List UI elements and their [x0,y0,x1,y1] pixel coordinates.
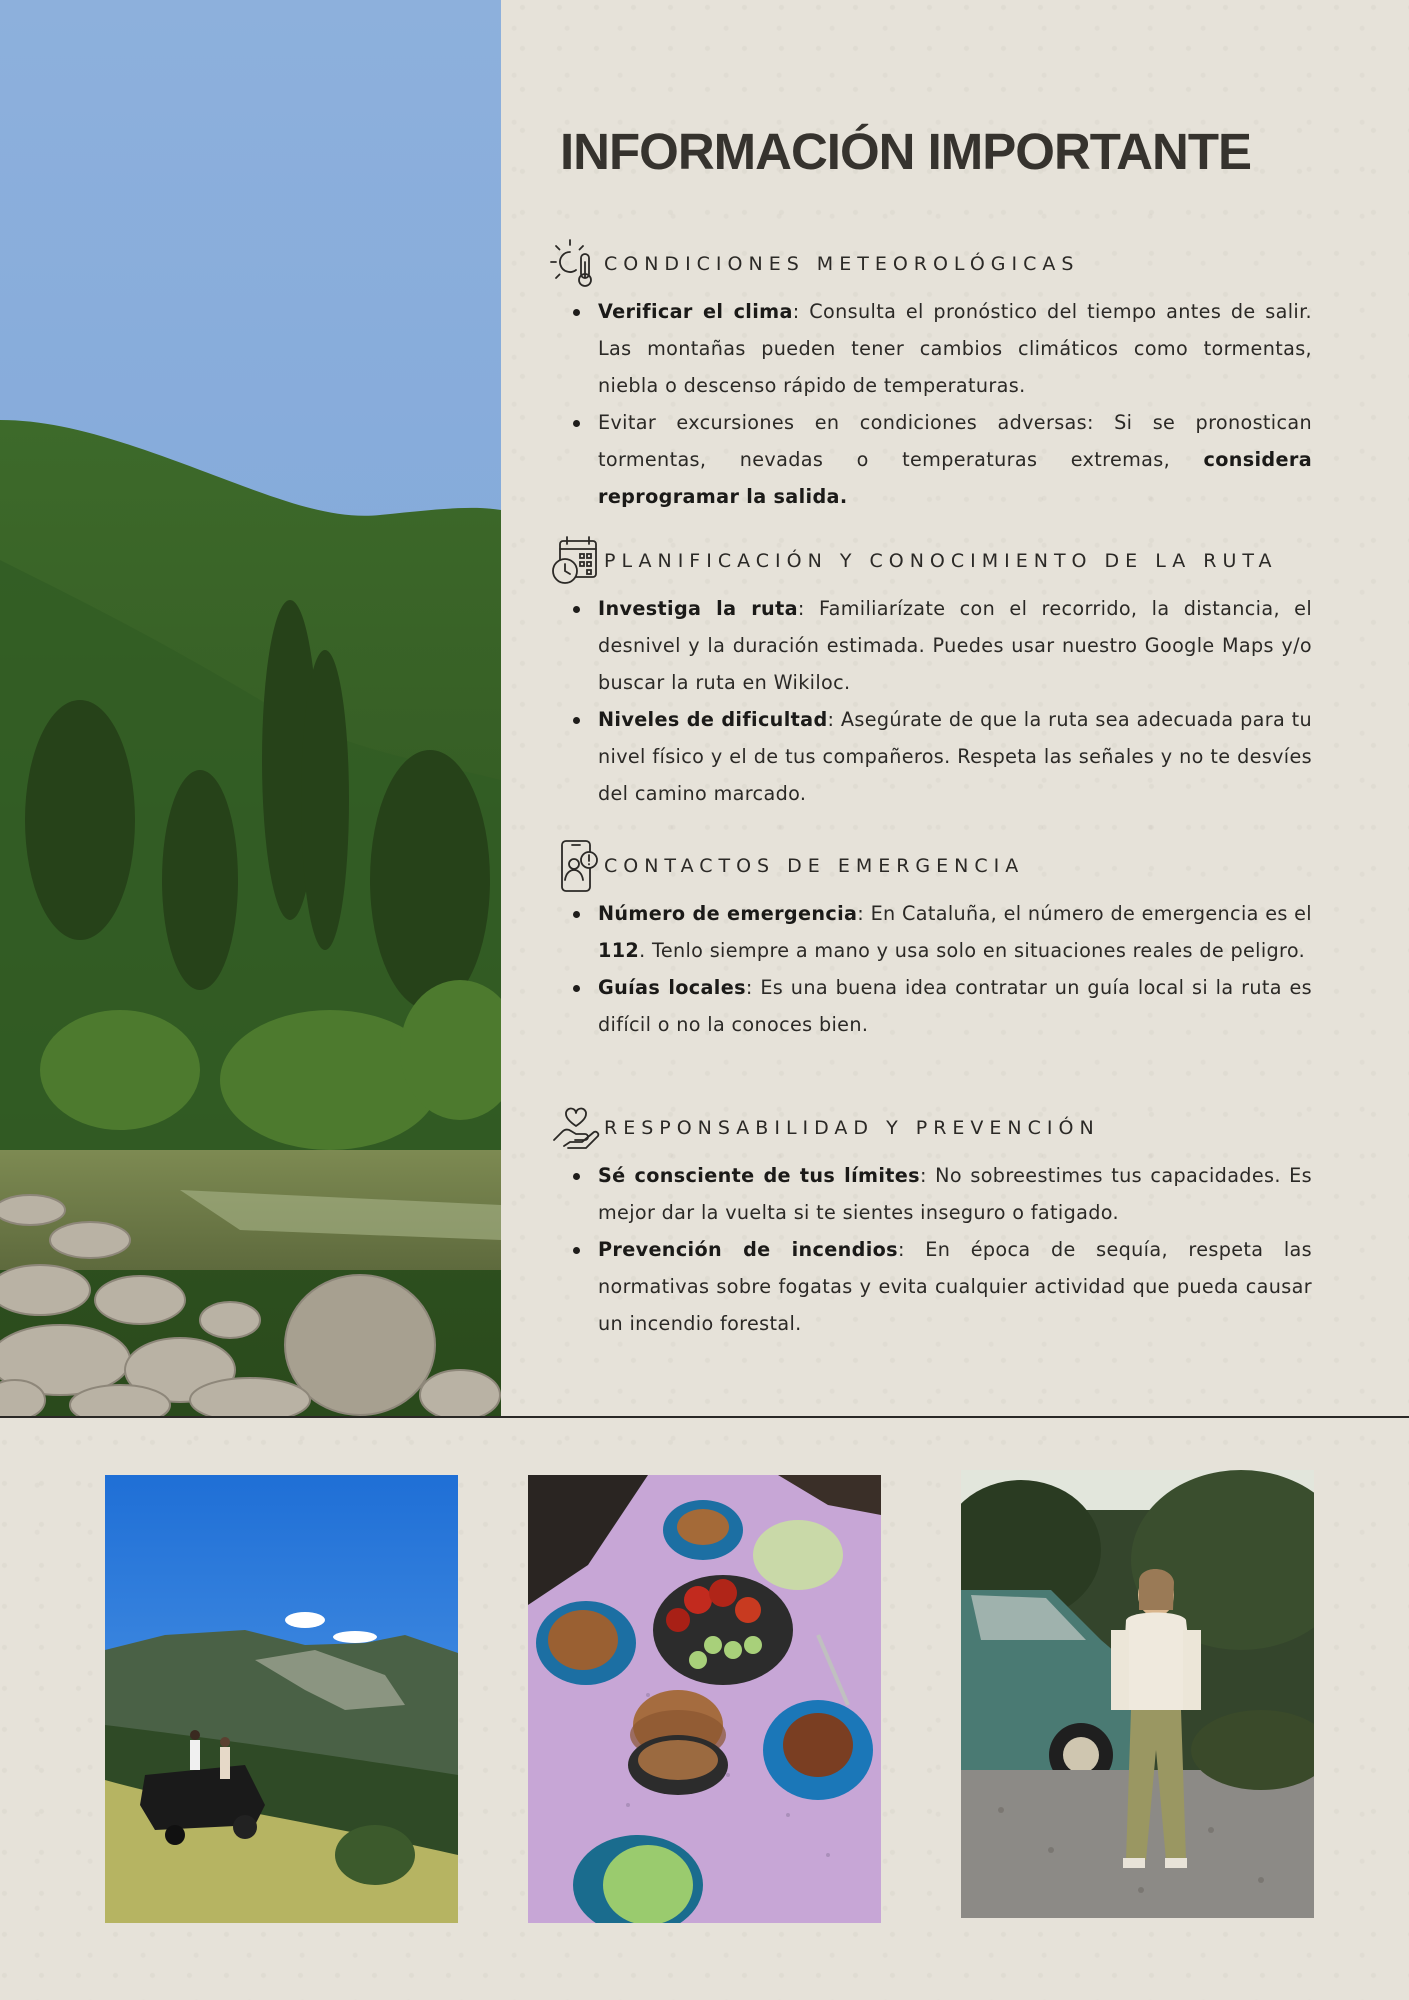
section-header [560,536,1312,586]
section-title: CONDICIONES METEOROLÓGICAS [604,253,1080,275]
list-item [598,701,1312,812]
bullet-list [560,590,1312,812]
river-forest-photo [0,0,501,1416]
section-emergency-contacts [560,841,1312,1043]
emergency-number: 112 [598,939,640,962]
mountain-jeep-photo [105,1475,458,1923]
item-term: Guías locales [598,976,746,999]
horizontal-divider [0,1416,1409,1418]
list-item [598,293,1312,404]
list-item [598,404,1312,515]
section-title: PLANIFICACIÓN Y CONOCIMIENTO DE LA RUTA [604,550,1278,572]
item-text: Evitar excursiones en condiciones adversas: Si se pronostican tormentas, nevadas o temperaturas extremas, [598,411,1312,471]
section-header [560,239,1312,289]
list-item [598,895,1312,969]
item-term: Número de emergencia [598,902,858,925]
item-text: : Familiarízate con el recorrido, la distancia, el desnivel y la duración estimada. Puedes usar nuestro Google Maps y/o buscar la ruta en Wikiloc. [598,597,1313,694]
item-text: : Es una buena idea contratar un guía local si la ruta es difícil o no la conoces bien. [598,976,1312,1036]
list-item [598,969,1312,1043]
list-item [598,1157,1312,1231]
section-route-planning [560,536,1312,812]
list-item [598,1231,1312,1342]
sun-thermometer-icon [550,238,602,290]
item-term: Sé consciente de tus límites [598,1164,920,1187]
section-weather [560,239,1312,515]
picnic-table-photo [528,1475,881,1923]
item-emphasis: considera reprogramar la salida. [598,448,1312,508]
item-term: Prevención de incendios [598,1238,898,1261]
item-term: Verificar el clima [598,300,793,323]
section-responsibility [560,1103,1312,1342]
section-title: CONTACTOS DE EMERGENCIA [604,855,1025,877]
bullet-list [560,1157,1312,1342]
page-title: INFORMACIÓN IMPORTANTE [560,123,1252,180]
calendar-clock-icon [550,535,602,587]
bullet-list [560,895,1312,1043]
item-text: : En época de sequía, respeta las normativas sobre fogatas y evita cualquier actividad que pueda causar un incendio forestal. [598,1238,1312,1335]
woman-jeep-photo [961,1470,1314,1918]
item-text: : En Cataluña, el número de emergencia es el [857,902,1312,925]
item-text: : Consulta el pronóstico del tiempo antes de salir. Las montañas pueden tener cambios climáticos como tormentas, niebla o descenso rápido de temperaturas. [598,300,1312,397]
section-title: RESPONSABILIDAD Y PREVENCIÓN [604,1117,1100,1139]
item-text: : Asegúrate de que la ruta sea adecuada para tu nivel físico y el de tus compañeros. Respeta las señales y no te desvíes del camino marcado. [598,708,1312,805]
item-term: Investiga la ruta [598,597,798,620]
item-text: . Tenlo siempre a mano y usa solo en situaciones reales de peligro. [639,939,1306,962]
list-item [598,590,1312,701]
phone-alert-icon [550,840,602,892]
section-header [560,1103,1312,1153]
item-text: : No sobreestimes tus capacidades. Es mejor dar la vuelta si te sientes inseguro o fatigado. [598,1164,1312,1224]
hand-heart-icon [550,1102,602,1154]
section-header [560,841,1312,891]
item-term: Niveles de dificultad [598,708,828,731]
bullet-list [560,293,1312,515]
